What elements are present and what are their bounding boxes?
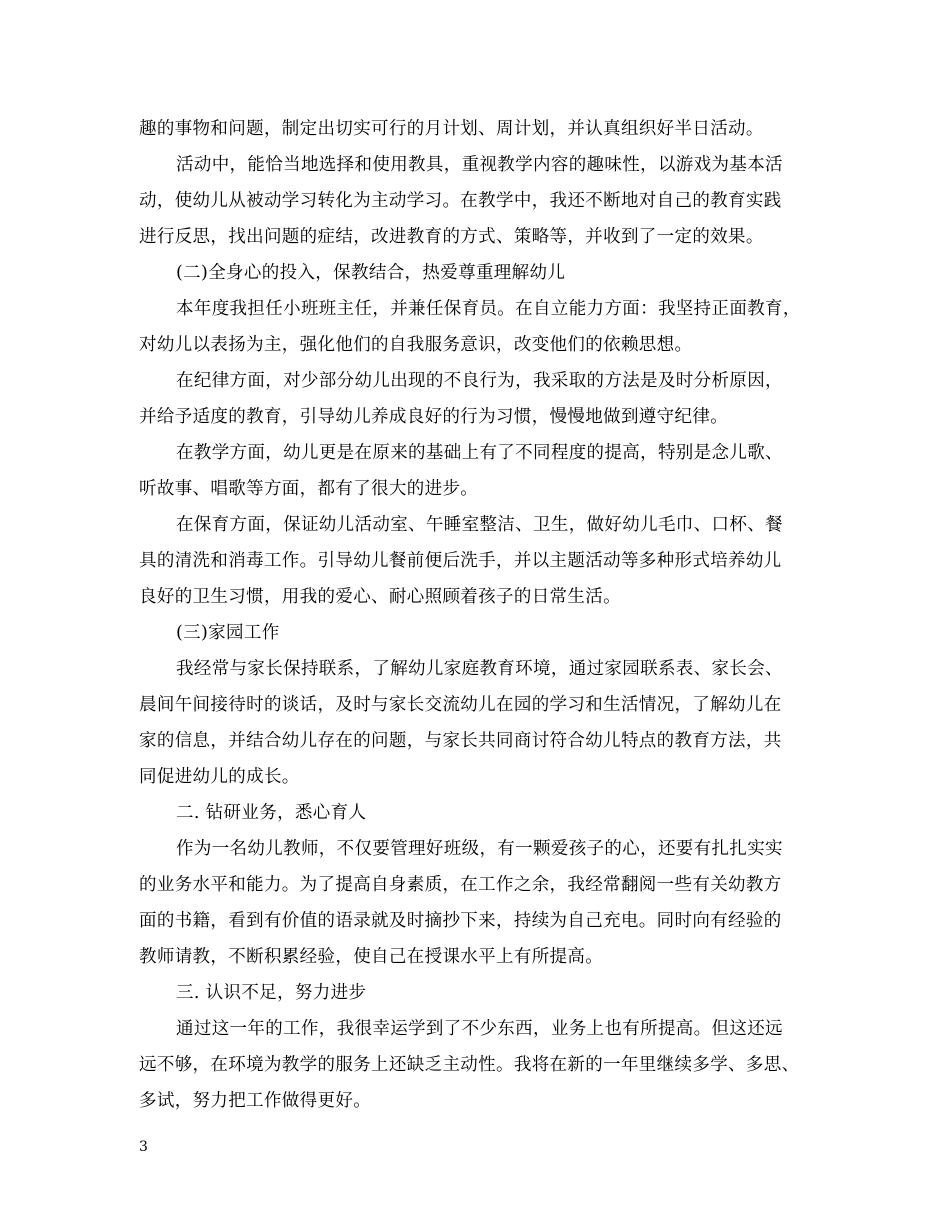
text-line: 我经常与家长保持联系，了解幼儿家庭教育环境，通过家园联系表、家长会、 [176,659,783,679]
text-line: 家的信息，并结合幼儿存在的问题，与家长共同商讨符合幼儿特点的教育方法，共 [139,731,782,751]
text-line: 教师请教，不断积累经验，使自己在授课水平上有所提高。 [139,947,604,967]
text-line: 同促进幼儿的成长。 [139,767,300,787]
text-line: 趣的事物和问题，制定出切实可行的月计划、周计划，并认真组织好半日活动。 [139,119,764,139]
text-line: 面的书籍，看到有价值的语录就及时摘抄下来，持续为自己充电。同时向有经验的 [139,911,782,931]
text-line: 并给予适度的教育，引导幼儿养成良好的行为习惯，慢慢地做到遵守纪律。 [139,407,729,427]
text-line: 的业务水平和能力。为了提高自身素质，在工作之余，我经常翻阅一些有关幼教方 [139,875,782,895]
text-line: 对幼儿以表扬为主，强化他们的自我服务意识，改变他们的依赖思想。 [139,335,693,355]
text-line: 活动中，能恰当地选择和使用教具，重视教学内容的趣味性，以游戏为基本活 [176,155,783,175]
text-line: 在教学方面，幼儿更是在原来的基础上有了不同程度的提高，特别是念儿歌、 [176,443,783,463]
document-body [139,111,814,1119]
text-line: (二)全身心的投入，保教结合，热爱尊重理解幼儿 [176,263,566,283]
text-line: 作为一名幼儿教师，不仅要管理好班级，有一颗爱孩子的心，还要有扎扎实实 [176,839,783,859]
text-line: 听故事、唱歌等方面，都有了很大的进步。 [139,479,479,499]
text-line: 良好的卫生习惯，用我的爱心、耐心照顾着孩子的日常生活。 [139,587,621,607]
text-line: 晨间午间接待时的谈话，及时与家长交流幼儿在园的学习和生活情况，了解幼儿在 [139,695,782,715]
text-line: 通过这一年的工作，我很幸运学到了不少东西，业务上也有所提高。但这还远 [176,1019,783,1039]
text-line: 多试，努力把工作做得更好。 [139,1091,372,1111]
text-line: 进行反思，找出问题的症结，改进教育的方式、策略等，并收到了一定的效果。 [139,227,764,247]
text-line: 二. 钻研业务，悉心育人 [176,803,367,823]
text-line: (三)家园工作 [176,623,280,643]
text-line: 在纪律方面，对少部分幼儿出现的不良行为，我采取的方法是及时分析原因， [176,371,783,391]
text-line: 远不够，在环境为教学的服务上还缺乏主动性。我将在新的一年里继续多学、多思、 [139,1055,800,1075]
text-line: 三. 认识不足，努力进步 [176,983,367,1003]
text-line: 在保育方面，保证幼儿活动室、午睡室整洁、卫生，做好幼儿毛巾、口杯、餐 [176,515,783,535]
text-line: 本年度我担任小班班主任，并兼任保育员。在自立能力方面：我坚持正面教育， [176,299,801,319]
text-line: 具的清洗和消毒工作。引导幼儿餐前便后洗手，并以主题活动等多种形式培养幼儿 [139,551,782,571]
text-line: 动，使幼儿从被动学习转化为主动学习。在教学中，我还不断地对自己的教育实践 [139,191,782,211]
page-number: 3 [139,1139,148,1155]
